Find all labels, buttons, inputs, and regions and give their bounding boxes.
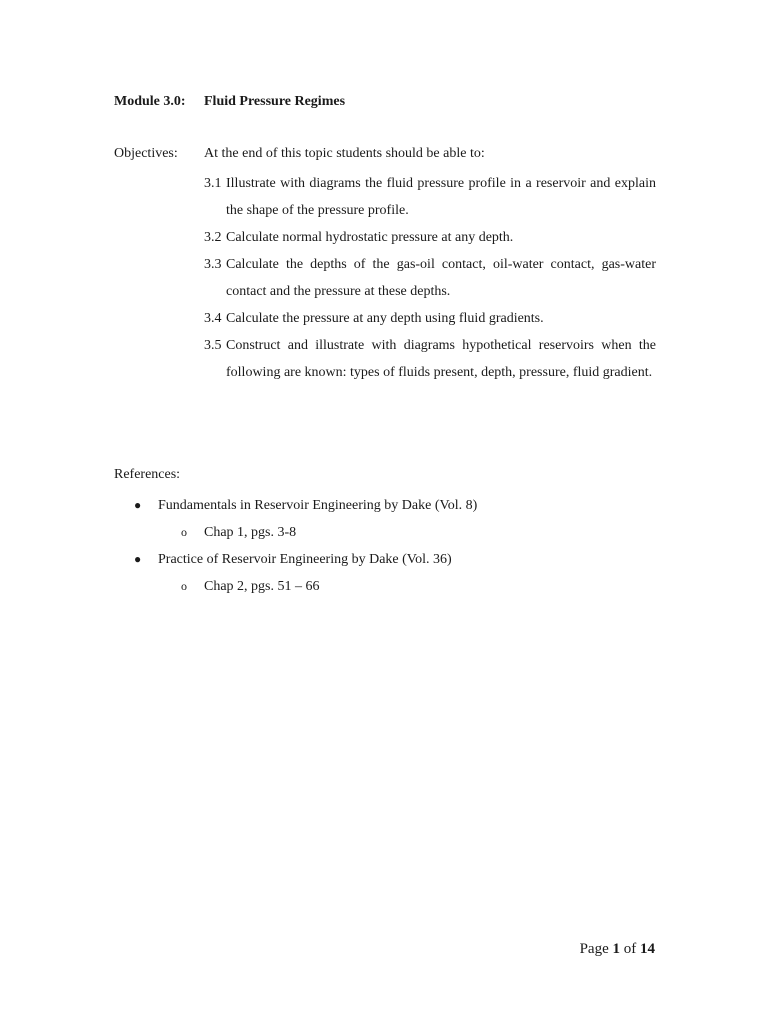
reference-item [134,492,694,519]
objective-number: 3.1 [204,176,222,191]
circle-bullet-icon: o [181,525,187,539]
module-title: Fluid Pressure Regimes [204,94,346,109]
objective-number: 3.4 [204,311,222,326]
objectives-label: Objectives: [114,146,178,161]
reference-sub-item [134,573,694,600]
objective-text: Illustrate with diagrams the fluid pressure profile in a reservoir and explain the shape of the pressure profile. [226,176,656,218]
page-number [580,941,655,958]
of-word: of [623,941,637,957]
objective-number: 3.3 [204,257,222,272]
objective-text: Calculate the pressure at any depth using fluid gradients. [226,311,544,326]
references-label: References: [114,467,181,482]
reference-text: Practice of Reservoir Engineering by Dake (Vol. 36) [158,552,452,567]
objective-number: 3.5 [204,338,222,353]
references-list [134,492,694,600]
objective-text: Calculate the depths of the gas-oil contact, oil-water contact, gas-water contact and the pressure at these depths. [226,257,656,299]
bullet-icon: ● [134,498,142,512]
reference-sub-item [134,519,694,546]
objective-item [204,170,656,224]
objectives-list [204,170,656,386]
objectives-intro: At the end of this topic students should be able to: [204,146,485,161]
page-word: Page [579,941,609,957]
objective-item [204,251,656,305]
bullet-icon: ● [134,552,142,566]
current-page: 1 [612,941,620,957]
objective-text: Construct and illustrate with diagrams hypothetical reservoirs when the following are known: types of fluids present, depth, pressure, fluid gradient. [226,338,656,380]
objective-text: Calculate normal hydrostatic pressure at any depth. [226,230,514,245]
objective-number: 3.2 [204,230,222,245]
total-pages: 14 [640,941,655,957]
objective-item [204,305,656,332]
reference-text: Fundamentals in Reservoir Engineering by Dake (Vol. 8) [158,498,478,513]
circle-bullet-icon: o [181,579,187,593]
objective-item [204,224,656,251]
reference-chapter: Chap 2, pgs. 51 – 66 [204,579,320,594]
objective-item [204,332,656,386]
reference-chapter: Chap 1, pgs. 3-8 [204,525,297,540]
module-number: Module 3.0: [114,94,186,109]
reference-item [134,546,694,573]
